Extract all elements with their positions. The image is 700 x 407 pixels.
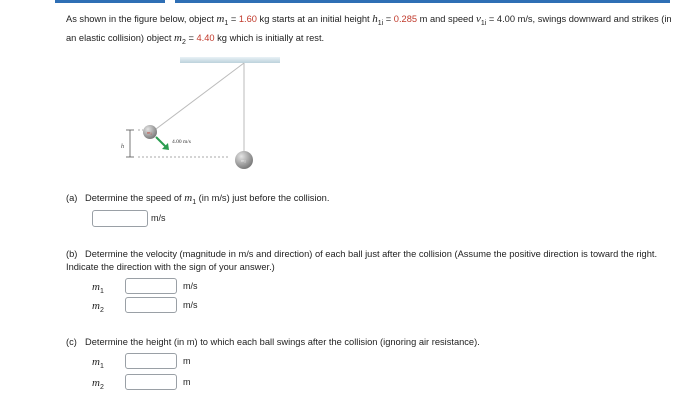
intro-text: As shown in the figure below, object: [66, 14, 217, 24]
part-c-m2-symbol: m: [92, 377, 100, 389]
height-label: h: [121, 144, 124, 150]
intro-text: =: [228, 14, 239, 24]
part-b-m1-symbol: m: [92, 281, 100, 293]
part-a-m-subscript: 1: [192, 198, 197, 206]
part-a-text: Determine the speed of: [85, 193, 185, 203]
part-c-label: (c): [66, 337, 77, 347]
part-b-m2-subscript: 2: [99, 307, 104, 315]
part-b-label: (b): [66, 249, 78, 259]
ball-m2-label: m₂: [241, 158, 246, 163]
top-accent-segment-right: [175, 0, 670, 3]
m1-symbol: m: [216, 13, 225, 25]
part-b-m1-label: [92, 281, 104, 295]
part-c-m2-subscript: 2: [99, 384, 104, 392]
problem-statement: [66, 12, 676, 50]
part-a-question: [66, 192, 329, 206]
top-accent-segment-left: [55, 0, 165, 3]
part-b-question: [66, 248, 676, 274]
m1-subscript: 1: [224, 19, 229, 27]
part-b-m2-velocity-input[interactable]: [125, 297, 177, 313]
h-symbol: h: [372, 13, 378, 25]
part-b-m2-unit: m/s: [183, 300, 198, 310]
part-c-m1-unit: m: [183, 356, 191, 366]
ball-m1-label: m₁: [147, 130, 152, 135]
part-a-m-symbol: m: [184, 192, 193, 204]
v-symbol: v: [475, 13, 481, 25]
part-b-m1-unit: m/s: [183, 281, 198, 291]
m2-value: 4.40: [196, 32, 215, 43]
part-a-text: (in m/s) just before the collision.: [196, 193, 330, 203]
h-value: 0.285: [393, 14, 418, 24]
intro-text: m and speed: [417, 14, 476, 24]
part-c-m2-unit: m: [183, 377, 191, 387]
part-c-question: [66, 337, 480, 347]
part-a-label: (a): [66, 193, 78, 203]
ceiling-support: [180, 57, 280, 63]
part-c-m1-label: [92, 356, 104, 370]
part-c-m1-subscript: 1: [99, 363, 104, 371]
part-c-m1-symbol: m: [92, 356, 100, 368]
part-c-m2-label: [92, 377, 104, 391]
part-c-m2-height-input[interactable]: [125, 374, 177, 390]
intro-text: =: [185, 32, 197, 43]
part-b-m2-label: [92, 300, 104, 314]
speed-label: 4.00 m/s: [172, 139, 191, 145]
part-a-unit: m/s: [151, 213, 166, 223]
intro-text: =: [383, 14, 394, 24]
velocity-arrow-shaft: [156, 137, 166, 147]
intro-text: kg which is initially at rest.: [214, 32, 325, 43]
m2-symbol: m: [174, 31, 182, 44]
m2-subscript: 2: [181, 38, 186, 46]
h-subscript: 1i: [377, 19, 384, 27]
intro-text: = 4.00 m/s, swings downward and strikes (in an elastic collision) object: [66, 14, 672, 43]
top-accent-bar: [55, 0, 670, 3]
v-subscript: 1i: [480, 19, 487, 27]
part-c-m1-height-input[interactable]: [125, 353, 177, 369]
m1-value: 1.60: [238, 14, 257, 24]
pendulum-figure: [110, 55, 310, 185]
part-b-m1-velocity-input[interactable]: [125, 278, 177, 294]
part-b-m1-subscript: 1: [99, 288, 104, 296]
string-m1: [152, 63, 244, 132]
intro-text: kg starts at an initial height: [256, 14, 373, 24]
part-b-text: Determine the velocity (magnitude in m/s and direction) of each ball just after the collision (Assume the positive direction is toward the right. Indicate the direction with the sign of your answer.): [66, 249, 658, 272]
part-b-m2-symbol: m: [92, 300, 100, 312]
part-c-text: Determine the height (in m) to which each ball swings after the collision (ignoring air resistance).: [85, 337, 480, 347]
part-a-speed-input[interactable]: [92, 210, 148, 227]
